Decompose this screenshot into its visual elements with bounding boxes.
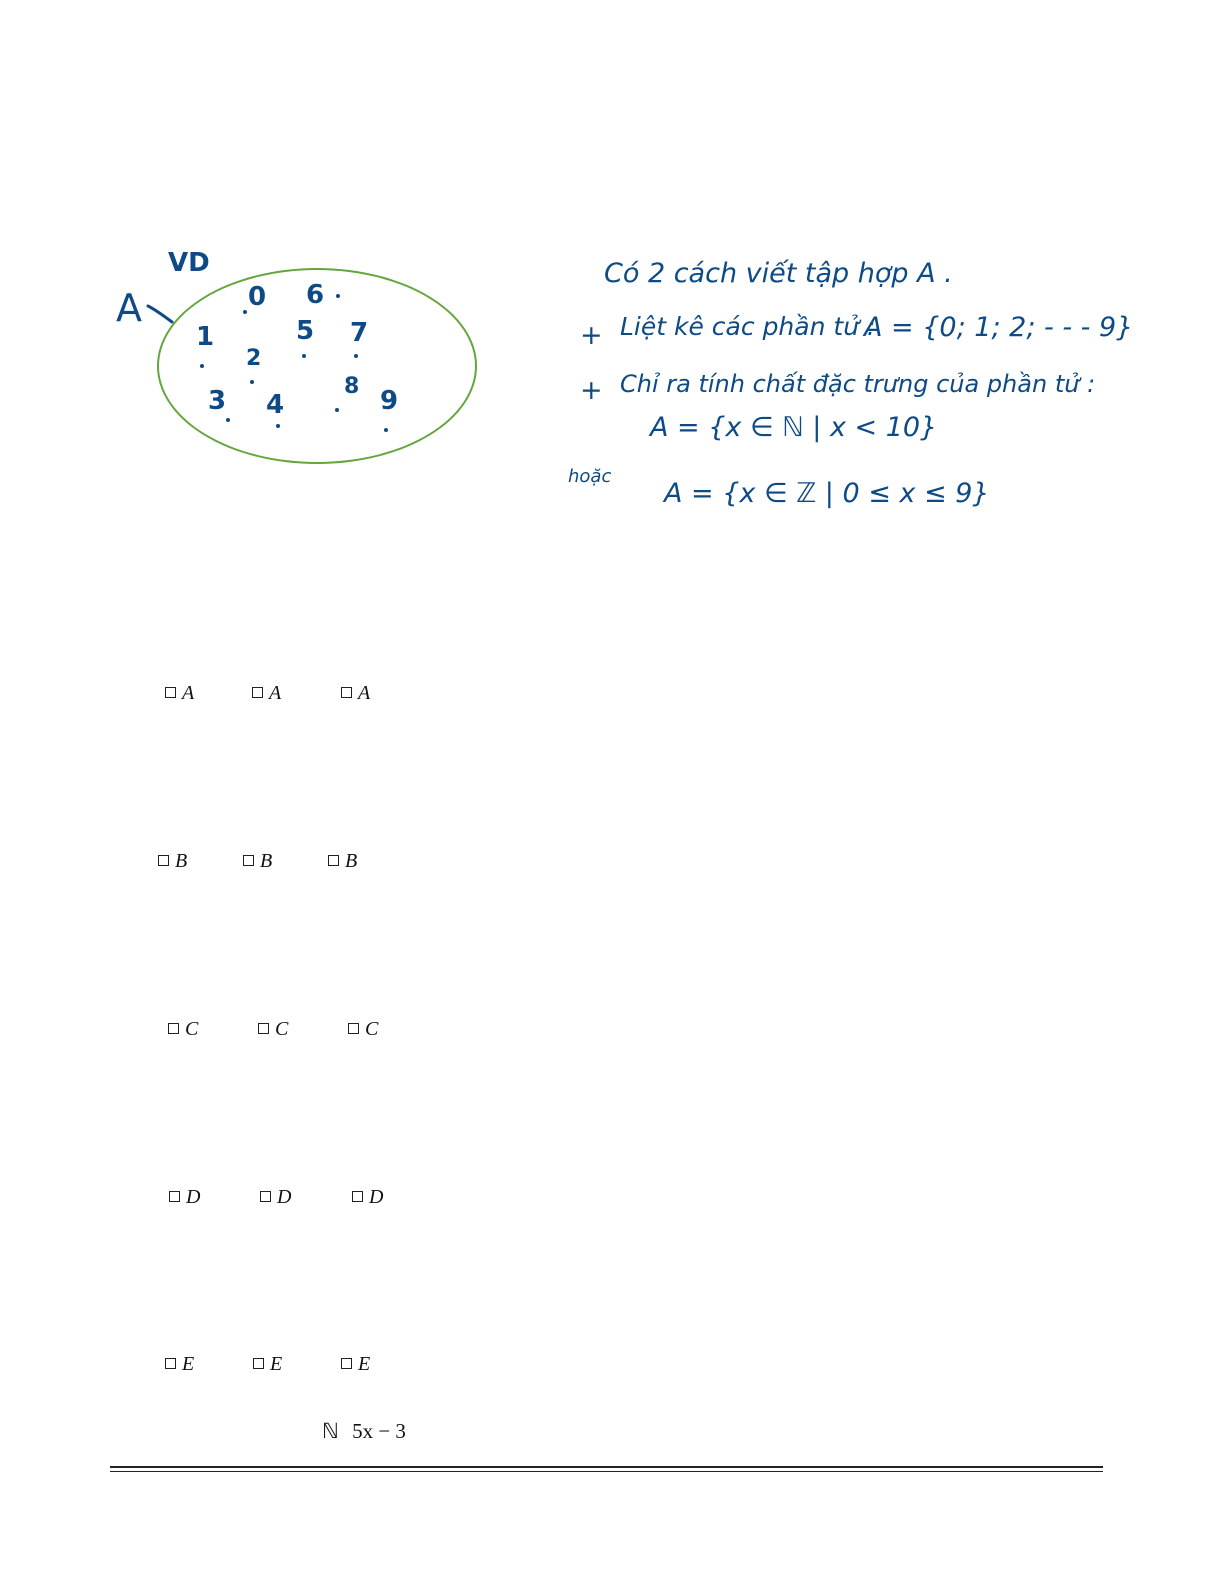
choice-option[interactable]: E bbox=[341, 1353, 370, 1376]
choice-option[interactable]: C bbox=[258, 1018, 288, 1041]
checkbox-icon bbox=[352, 1191, 363, 1202]
choice-option[interactable]: E bbox=[165, 1353, 194, 1376]
notes-line-2-formula: A = {0; 1; 2; - - - 9} bbox=[864, 312, 1134, 343]
element-dot bbox=[302, 354, 306, 358]
set-element: 8 bbox=[344, 374, 360, 399]
choice-option[interactable]: C bbox=[348, 1018, 378, 1041]
element-dot bbox=[354, 354, 358, 358]
notes-bullet-1: + bbox=[580, 320, 603, 351]
element-dot bbox=[335, 408, 339, 412]
checkbox-icon bbox=[169, 1191, 180, 1202]
choice-option[interactable]: D bbox=[169, 1186, 200, 1209]
notes-bullet-2: + bbox=[580, 375, 603, 406]
checkbox-icon bbox=[165, 1358, 176, 1369]
notes-or-label: hoặc bbox=[568, 466, 612, 487]
checkbox-icon bbox=[260, 1191, 271, 1202]
choice-option[interactable]: A bbox=[341, 682, 370, 705]
element-dot bbox=[226, 418, 230, 422]
choice-option[interactable]: A bbox=[165, 682, 194, 705]
expression: 5x − 3 bbox=[352, 1419, 406, 1443]
set-element: 7 bbox=[350, 318, 369, 348]
notes-line-2-text: Liệt kê các phần tử : bbox=[620, 312, 876, 341]
vd-label: VD bbox=[168, 248, 210, 278]
set-pointer-stroke bbox=[146, 300, 176, 325]
checkbox-icon bbox=[258, 1023, 269, 1034]
set-name-label: A bbox=[116, 286, 142, 330]
notes-line-4-formula: A = {x ∈ ℕ | x < 10} bbox=[650, 412, 938, 443]
set-element: 9 bbox=[380, 386, 399, 416]
choice-option[interactable]: A bbox=[252, 682, 281, 705]
element-dot bbox=[384, 428, 388, 432]
checkbox-icon bbox=[243, 855, 254, 866]
footer-rule bbox=[110, 1471, 1103, 1472]
element-dot bbox=[200, 364, 204, 368]
element-dot bbox=[276, 424, 280, 428]
element-dot bbox=[243, 310, 247, 314]
checkbox-icon bbox=[165, 687, 176, 698]
checkbox-icon bbox=[253, 1358, 264, 1369]
set-element: 6 bbox=[306, 280, 325, 310]
notes-line-5-formula: A = {x ∈ ℤ | 0 ≤ x ≤ 9} bbox=[664, 478, 990, 509]
checkbox-icon bbox=[252, 687, 263, 698]
bottom-formula bbox=[322, 1419, 406, 1444]
element-dot bbox=[250, 380, 254, 384]
choice-option[interactable]: C bbox=[168, 1018, 198, 1041]
choice-option[interactable]: D bbox=[352, 1186, 383, 1209]
choice-option[interactable]: B bbox=[328, 850, 357, 873]
notes-line-3-text: Chỉ ra tính chất đặc trưng của phần tử : bbox=[620, 370, 1096, 398]
checkbox-icon bbox=[341, 1358, 352, 1369]
set-element: 4 bbox=[266, 390, 285, 420]
checkbox-icon bbox=[158, 855, 169, 866]
set-element: 0 bbox=[248, 282, 267, 312]
set-element: 2 bbox=[246, 346, 262, 371]
checkbox-icon bbox=[328, 855, 339, 866]
choice-option[interactable]: B bbox=[243, 850, 272, 873]
checkbox-icon bbox=[341, 687, 352, 698]
set-element: 3 bbox=[208, 386, 227, 416]
checkbox-icon bbox=[168, 1023, 179, 1034]
choice-option[interactable]: B bbox=[158, 850, 187, 873]
checkbox-icon bbox=[348, 1023, 359, 1034]
choice-option[interactable]: D bbox=[260, 1186, 291, 1209]
choice-option[interactable]: E bbox=[253, 1353, 282, 1376]
notes-line-1: Có 2 cách viết tập hợp A . bbox=[604, 258, 953, 289]
set-element: 5 bbox=[296, 316, 315, 346]
natural-numbers-symbol: ℕ bbox=[322, 1419, 339, 1443]
set-element: 1 bbox=[196, 322, 215, 352]
footer-rule bbox=[110, 1466, 1103, 1468]
element-dot bbox=[336, 294, 340, 298]
